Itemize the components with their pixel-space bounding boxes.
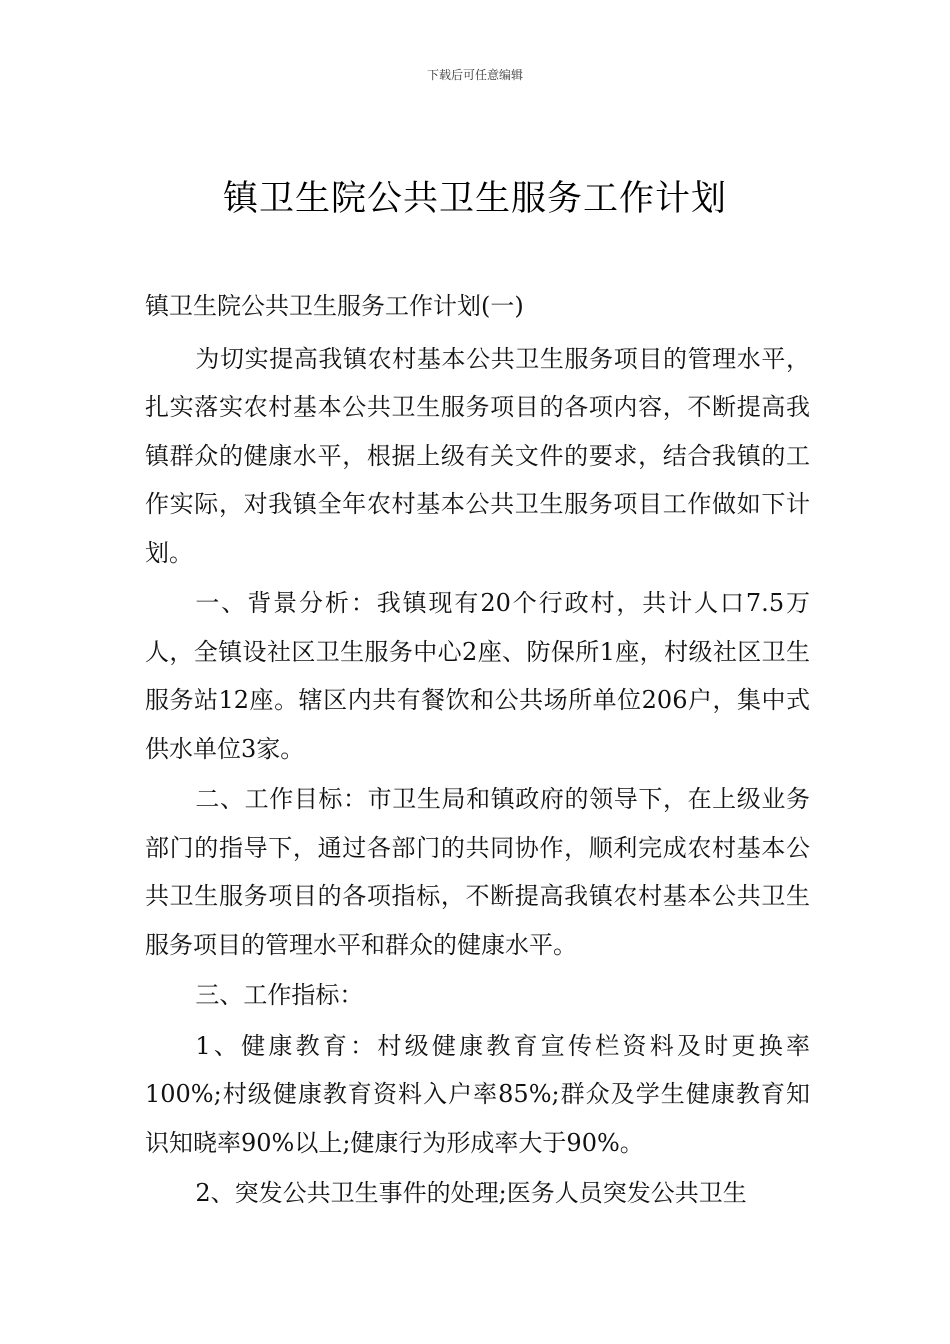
paragraph-emergency: 2、突发公共卫生事件的处理;医务人员突发公共卫生: [195, 1179, 747, 1207]
document-body: [145, 282, 810, 1220]
header-note: 下载后可任意编辑: [426, 68, 523, 82]
paragraph-background: 一、背景分析：我镇现有20个行政村，共计人口7.5万人，全镇设社区卫生服务中心2座、防保所1座，村级社区卫生服务站12座。辖区内共有餐饮和公共场所单位206户，集中式供水单位3家。: [145, 589, 810, 763]
document-subtitle: 镇卫生院公共卫生服务工作计划(一): [145, 292, 524, 320]
paragraph-indicators-heading: 三、工作指标：: [195, 981, 364, 1009]
paragraph-goals: 二、工作目标：市卫生局和镇政府的领导下，在上级业务部门的指导下，通过各部门的共同协作，顺利完成农村基本公共卫生服务项目的各项指标，不断提高我镇农村基本公共卫生服务项目的管理水平和群众的健康水平。: [145, 785, 810, 959]
paragraph-intro: 为切实提高我镇农村基本公共卫生服务项目的管理水平，扎实落实农村基本公共卫生服务项目的各项内容，不断提高我镇群众的健康水平，根据上级有关文件的要求，结合我镇的工作实际，对我镇全年农村基本公共卫生服务项目工作做如下计划。: [145, 344, 810, 567]
paragraph-health-education: 1、健康教育：村级健康教育宣传栏资料及时更换率100%;村级健康教育资料入户率85%;群众及学生健康教育知识知晓率90%以上;健康行为形成率大于90%。: [145, 1031, 810, 1157]
document-title: 镇卫生院公共卫生服务工作计划: [222, 179, 727, 219]
